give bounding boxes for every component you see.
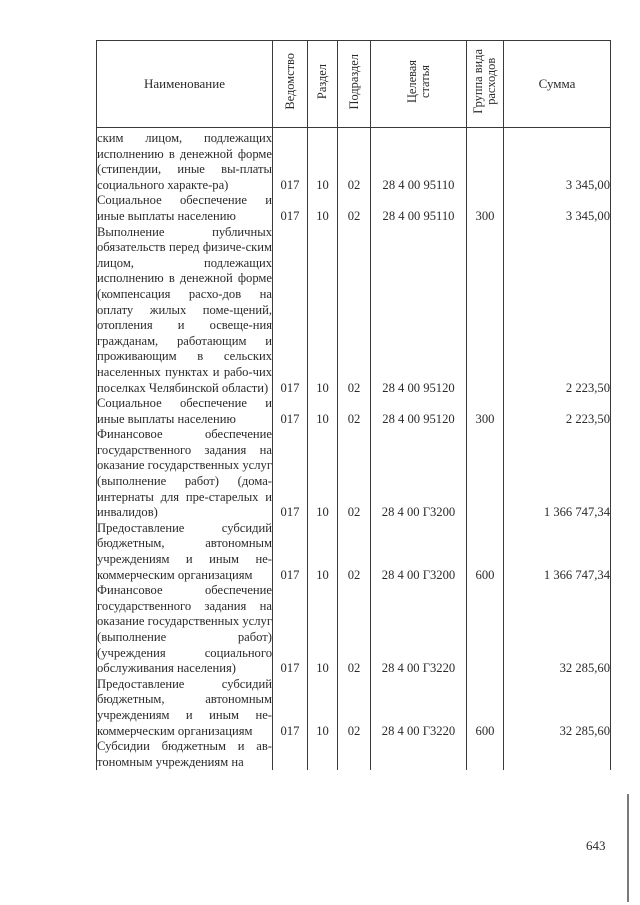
table-header-row: [97, 41, 611, 128]
row-name: Финансовое обеспечение государственного задания на оказание государственных услуг (выполнение работ) (дома-интернаты для пре-старелых и инвалидов): [97, 427, 272, 520]
row-dept: 017: [273, 677, 308, 739]
row-group: [467, 427, 504, 521]
page-number: 643: [586, 838, 606, 853]
row-section: 10: [308, 521, 338, 583]
row-sum: [504, 739, 611, 770]
row-name: Предоставление субсидий бюджетным, автономным учреждениям и иным не-коммерческим организациям: [97, 520, 272, 582]
table-row: [97, 396, 611, 427]
header-name: Наименование: [97, 41, 273, 128]
row-name: Финансовое обеспечение государственного задания на оказание государственных услуг (выполнение работ) (учреждения социального обслуживания населения): [97, 583, 272, 676]
table-row: [97, 739, 611, 770]
row-subsection: 02: [338, 677, 371, 739]
row-dept: 017: [273, 583, 308, 677]
row-sum: 1 366 747,34: [504, 521, 611, 583]
row-group: [467, 128, 504, 194]
row-sum: 3 345,00: [504, 128, 611, 194]
row-subsection: 02: [338, 193, 371, 224]
budget-table: [96, 40, 611, 770]
row-group: 600: [467, 677, 504, 739]
row-name: Предоставление субсидий бюджетным, автономным учреждениям и иным не-коммерческим организациям: [97, 676, 272, 738]
row-name: Социальное обеспечение и иные выплаты населению: [97, 396, 272, 426]
row-target: 28 4 00 Г3200: [371, 521, 467, 583]
row-section: 10: [308, 677, 338, 739]
row-target: 28 4 00 Г3220: [371, 677, 467, 739]
row-target: 28 4 00 95120: [371, 225, 467, 397]
row-target: 28 4 00 Г3200: [371, 427, 467, 521]
row-sum: 32 285,60: [504, 583, 611, 677]
row-target: 28 4 00 95120: [371, 396, 467, 427]
table-row: [97, 128, 611, 194]
header-subsection: Подраздел: [338, 41, 371, 128]
row-dept: 017: [273, 128, 308, 194]
row-subsection: 02: [338, 427, 371, 521]
scan-edge-mark: [627, 794, 629, 902]
row-subsection: [338, 739, 371, 770]
row-dept: 017: [273, 521, 308, 583]
row-sum: 32 285,60: [504, 677, 611, 739]
row-group: [467, 225, 504, 397]
row-group: 300: [467, 193, 504, 224]
row-dept: 017: [273, 225, 308, 397]
row-subsection: 02: [338, 521, 371, 583]
row-target: 28 4 00 95110: [371, 128, 467, 194]
row-target: 28 4 00 95110: [371, 193, 467, 224]
row-dept: 017: [273, 427, 308, 521]
row-section: 10: [308, 225, 338, 397]
table-row: [97, 521, 611, 583]
row-section: 10: [308, 128, 338, 194]
row-group: 600: [467, 521, 504, 583]
row-sum: 1 366 747,34: [504, 427, 611, 521]
header-dept: Ведомство: [273, 41, 308, 128]
row-name: ским лицом, подлежащих исполнению в денежной форме (стипендии, иные вы-платы социального характе-ра): [97, 128, 273, 194]
row-dept: [273, 739, 308, 770]
row-section: [308, 739, 338, 770]
header-section: Раздел: [308, 41, 338, 128]
row-name: Выполнение публичных обязательств перед физиче-ским лицом, подлежащих исполнению в денежной форме (компенсация расхо-дов на оплату жилых поме-щений, отопления и освеще-ния гражданам, работающим и проживающим в сельских населенных пунктах и рабо-чих поселках Челябинской области): [97, 224, 272, 395]
row-subsection: 02: [338, 396, 371, 427]
row-group: 300: [467, 396, 504, 427]
table-row: [97, 677, 611, 739]
row-section: 10: [308, 193, 338, 224]
row-sum: 3 345,00: [504, 193, 611, 224]
row-section: 10: [308, 427, 338, 521]
row-group: [467, 739, 504, 770]
row-group: [467, 583, 504, 677]
row-target: 28 4 00 Г3220: [371, 583, 467, 677]
header-group: Группа вида расходов: [467, 41, 504, 128]
row-subsection: 02: [338, 583, 371, 677]
header-target: Целевая статья: [371, 41, 467, 128]
row-name: Субсидии бюджетным и ав-тономным учреждениям на: [97, 739, 272, 769]
table-row: [97, 583, 611, 677]
row-section: 10: [308, 583, 338, 677]
row-target: [371, 739, 467, 770]
row-name: Социальное обеспечение и иные выплаты населению: [97, 193, 272, 223]
row-dept: 017: [273, 396, 308, 427]
row-sum: 2 223,50: [504, 225, 611, 397]
header-sum: Сумма: [504, 41, 611, 128]
row-subsection: 02: [338, 225, 371, 397]
row-sum: 2 223,50: [504, 396, 611, 427]
table-row: [97, 427, 611, 521]
row-subsection: 02: [338, 128, 371, 194]
row-dept: 017: [273, 193, 308, 224]
table-row: [97, 193, 611, 224]
table-row: [97, 225, 611, 397]
row-section: 10: [308, 396, 338, 427]
